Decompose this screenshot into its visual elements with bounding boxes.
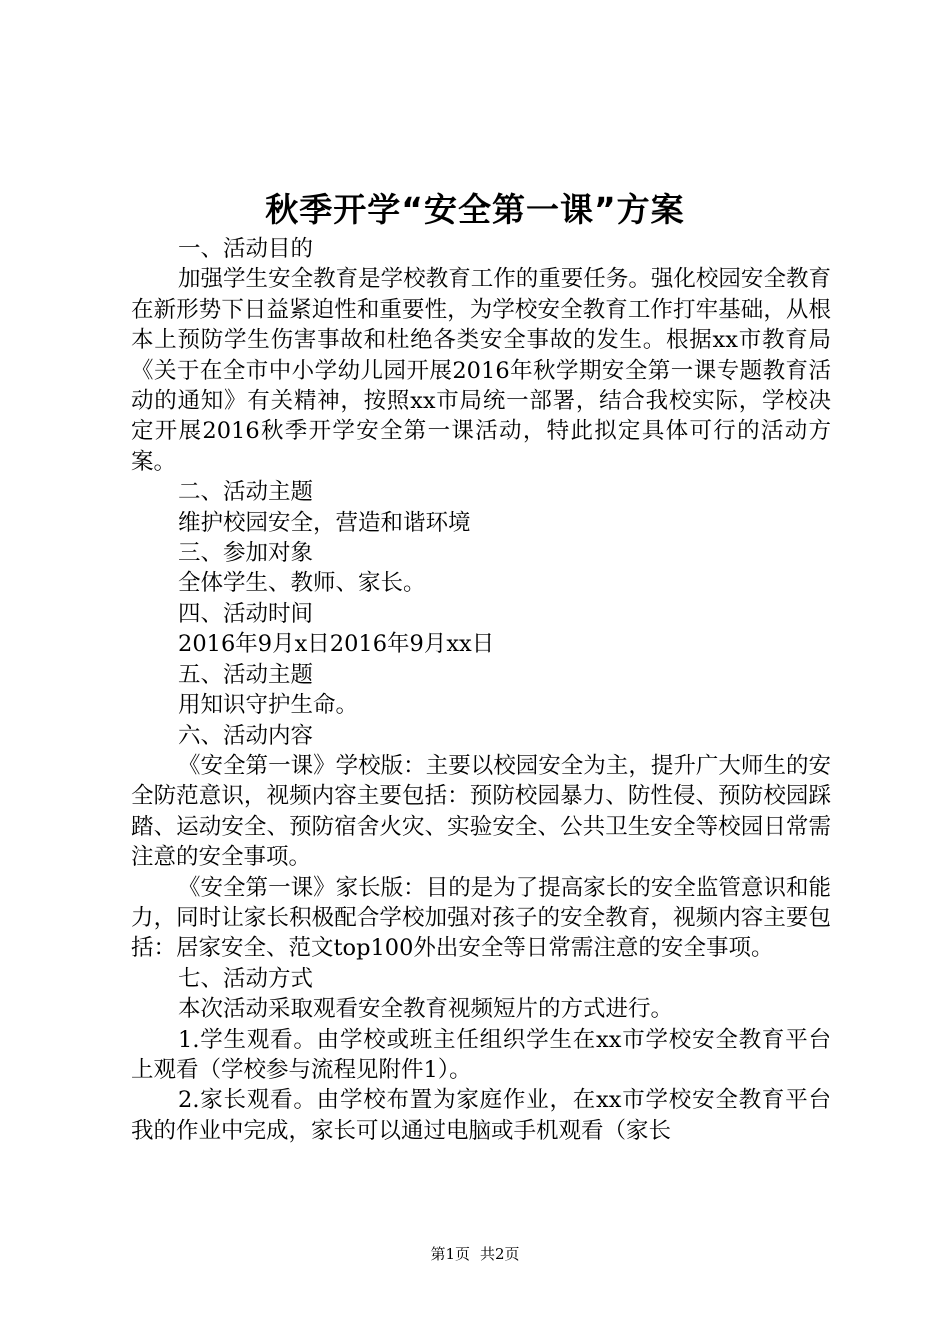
heading-participants: 三、参加对象 bbox=[178, 540, 314, 567]
paragraph-method: 本次活动采取观看安全教育视频短片的方式进行。 bbox=[178, 996, 674, 1023]
page-number: 第1页 bbox=[430, 1245, 470, 1263]
heading-activity-purpose: 一、活动目的 bbox=[178, 236, 314, 262]
paragraph-theme-2: 用知识守护生命。 bbox=[178, 692, 359, 719]
heading-activity-theme: 二、活动主题 bbox=[178, 479, 314, 506]
paragraph-purpose: 加强学生安全教育是学校教育工作的重要任务。强化校园安全教育在新形势下日益紧迫性和重要性，为学校安全教育工作打牢基础，从根本上预防学生伤害事故和杜绝各类安全事故的发生。根据xx市教育局《关于在全市中小学幼儿园开展2016年秋学期安全第一课专题教育活动的通知》有关精神，按照xx市局统一部署，结合我校实际，学校决定开展2016秋季开学安全第一课活动，特此拟定具体可行的活动方案。 bbox=[131, 266, 831, 475]
paragraph-content-parent: 《安全第一课》家长版：目的是为了提高家长的安全监管意识和能力，同时让家长积极配合学校加强对孩子的安全教育，视频内容主要包括：居家安全、范文top100外出安全等日常需注意的安全事项。 bbox=[131, 874, 831, 962]
paragraph-participants: 全体学生、教师、家长。 bbox=[178, 570, 426, 597]
page-total: 共2页 bbox=[480, 1245, 520, 1263]
document-body bbox=[131, 234, 831, 1146]
paragraph-theme: 维护校园安全，营造和谐环境 bbox=[178, 509, 471, 536]
paragraph-time: 2016年9月x日2016年9月xx日 bbox=[178, 631, 495, 658]
document-title: 秋季开学“安全第一课”方案 bbox=[265, 190, 685, 229]
heading-activity-theme-2: 五、活动主题 bbox=[178, 661, 314, 688]
heading-activity-content: 六、活动内容 bbox=[178, 722, 314, 749]
paragraph-method-students: 1.学生观看。由学校或班主任组织学生在xx市学校安全教育平台上观看（学校参与流程见附件1）。 bbox=[131, 1026, 831, 1083]
heading-activity-method: 七、活动方式 bbox=[178, 965, 314, 992]
paragraph-content-school: 《安全第一课》学校版：主要以校园安全为主，提升广大师生的安全防范意识，视频内容主要包括：预防校园暴力、防性侵、预防校园踩踏、运动安全、预防宿舍火灾、实验安全、公共卫生安全等校园日常需注意的安全事项。 bbox=[131, 752, 831, 871]
heading-activity-time: 四、活动时间 bbox=[178, 600, 314, 627]
page-footer bbox=[0, 1244, 950, 1264]
paragraph-method-parents: 2.家长观看。由学校布置为家庭作业，在xx市学校安全教育平台我的作业中完成，家长可以通过电脑或手机观看（家长 bbox=[131, 1087, 831, 1144]
